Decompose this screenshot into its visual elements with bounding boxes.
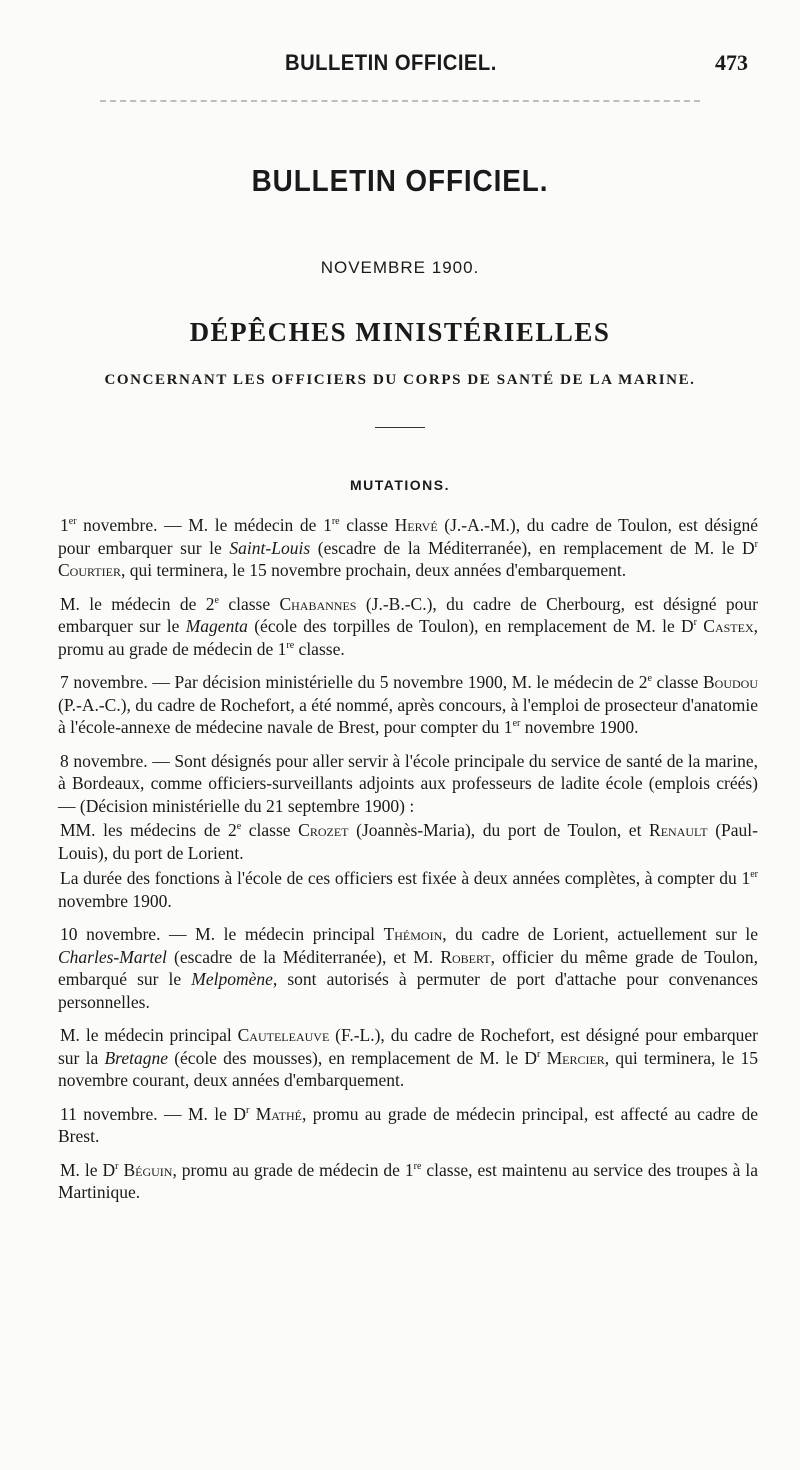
text-run: , qui terminera, le 15 novembre prochain, deux années d'embarquement. [120,560,627,580]
paragraph [58,923,758,1013]
name-smallcaps: Mercier [546,1047,605,1068]
main-title: BULLETIN OFFICIEL. [251,163,549,198]
text-run: (escadre de la Méditerranée), et M. [166,946,441,967]
header-divider [100,100,700,102]
superscript: r [754,538,758,550]
text-run: , officier du même grade de Toulon, embarqué sur le [58,946,758,989]
superscript: e [647,673,652,685]
text-run: M. le médecin principal [60,1025,238,1045]
paragraph [58,867,758,912]
ship-name: Charles-Martel [58,946,167,967]
superscript: er [750,869,758,881]
text-run: classe. [294,638,345,659]
text-run: (Joannès-Maria), du port de Toulon, et [348,820,650,840]
text-run: M. le médecin de 2 [60,593,215,614]
text-run: , qui terminera, le 15 novembre courant, deux années d'embarquement. [58,1047,758,1090]
running-head [0,50,800,84]
text-run: (P.-A.-C.), du cadre de Rochefort, a été nommé, après concours, à l'emploi de prosecteur d'anatomie à l'école-annexe de médecine navale de Brest, pour compter du 1 [58,694,758,737]
superscript: r [536,1048,541,1060]
text-run: classe, est maintenu au service des troupes à la Martinique. [58,1159,759,1202]
superscript: e [236,821,242,833]
section-title: DÉPÊCHES MINISTÉRIELLES [189,317,611,347]
text-run: , du cadre de Lorient, actuellement sur le [442,924,758,944]
text-run: La durée des fonctions à l'école de ces officiers est fixée à deux années complètes, à compter du 1 [60,868,751,888]
superscript: re [331,516,340,528]
page-number: 473 [715,50,748,75]
name-smallcaps: Boudou [702,672,758,692]
text-run: classe [339,515,395,535]
paragraph [58,750,758,818]
paragraph [58,1024,758,1092]
name-smallcaps: Thémoin [383,924,443,944]
superscript: r [115,1160,119,1172]
text-run: , promu au grade de médecin de 1 [58,616,759,659]
name-smallcaps: Chabannes [279,593,357,614]
paragraph [58,593,758,661]
text-run: , promu au grade de médecin de 1 [172,1159,414,1180]
text-run: novembre. — M. le médecin de 1 [76,515,332,535]
text-run: , sont autorisés à permuter de port d'attache pour convenances personnelles. [58,969,758,1012]
text-run: (escadre de la Méditerranée), en remplacement de M. le D [310,537,755,558]
paragraph [58,671,758,739]
text-run: 7 novembre. — Par décision ministérielle du 5 novembre 1900, M. le médecin de 2 [60,672,648,692]
text-run: MM. les médecins de 2 [60,820,237,840]
text-run: 11 novembre. — M. le D [60,1103,246,1124]
ship-name: Saint-Louis [229,537,311,558]
text-run: (école des mousses), en remplacement de M. le D [167,1047,537,1068]
name-smallcaps: Crozet [298,820,349,840]
paragraph [58,1103,758,1148]
running-head-title: BULLETIN OFFICIEL. [285,50,497,75]
paragraph [58,514,758,582]
text-run: M. le D [60,1159,116,1180]
text-run: novembre 1900. [58,890,172,911]
name-smallcaps: Hervé [394,515,438,535]
text-run: 8 novembre. — Sont désignés pour aller servir à l'école principale du service de santé de la marine, à Bordeaux, comme officiers-surveillants adjoints aux professeurs de ladite école (emplois créés) — (Décision ministérielle du 21 septembre 1900) : [58,750,758,816]
superscript: re [413,1160,422,1172]
name-smallcaps: Robert [440,946,491,967]
subheading: MUTATIONS. [349,477,451,493]
text-run: (F.-L.), du cadre de Rochefort, est désigné pour embarquer sur la [58,1025,758,1068]
name-smallcaps: Castex [703,616,754,636]
text-run: 1 [60,515,69,535]
text-run: , promu au grade de médecin principal, est affecté au cadre de Brest. [58,1103,759,1146]
ship-name: Melpomène [191,969,273,989]
text-run: (J.-B.-C.), du cadre de Cherbourg, est désigné pour embarquer sur le [58,593,758,636]
superscript: r [245,1104,250,1116]
name-smallcaps: Béguin [123,1159,173,1180]
date-heading: NOVEMBRE 1900. [320,258,480,277]
superscript: e [214,594,219,606]
name-smallcaps: Courtier [58,560,121,580]
text-run: classe [651,672,703,692]
superscript: er [512,718,521,730]
superscript: re [286,639,295,651]
name-smallcaps: Mathé [255,1103,302,1124]
name-smallcaps: Cauteleauve [237,1025,330,1045]
superscript: r [693,617,697,629]
text-run: (Paul-Louis), du port de Lorient. [58,820,758,863]
text-run: novembre 1900. [520,717,639,737]
text-run: 10 novembre. — M. le médecin principal [60,924,384,944]
section-divider [375,427,425,428]
text-run: classe [218,593,280,614]
ship-name: Bretagne [104,1047,168,1068]
text-run: (école des torpilles de Toulon), en remplacement de M. le D [247,616,694,636]
ship-name: Magenta [185,616,248,636]
text-run: classe [241,820,299,840]
body-text [58,514,758,1215]
name-smallcaps: Renault [649,820,708,840]
paragraph [58,819,758,864]
text-run: (J.-A.-M.), du cadre de Toulon, est désigné pour embarquer sur le [58,515,758,558]
paragraph [58,1159,758,1204]
section-subtitle: CONCERNANT LES OFFICIERS DU CORPS DE SANTÉ DE LA MARINE. [104,372,696,388]
superscript: er [68,516,77,528]
